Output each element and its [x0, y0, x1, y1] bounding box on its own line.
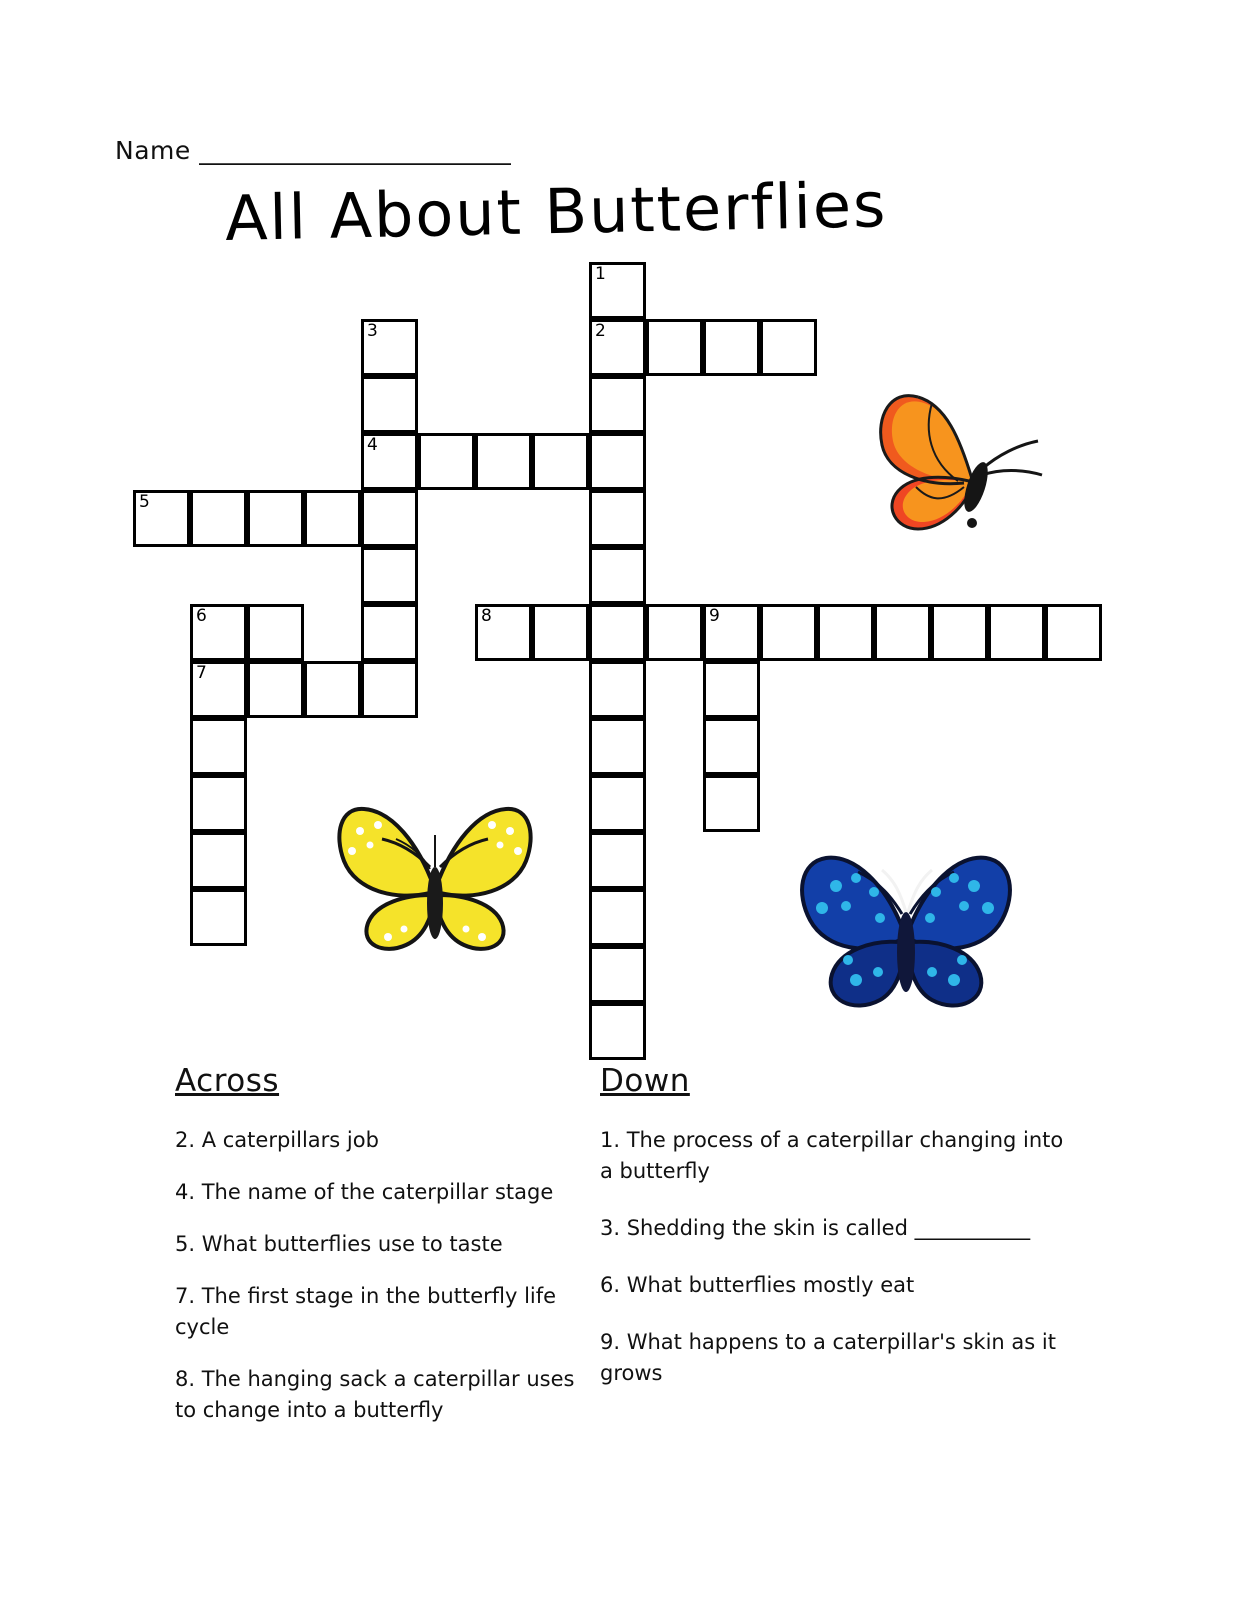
crossword-cell[interactable] — [190, 661, 247, 718]
crossword-cell[interactable] — [646, 319, 703, 376]
blue-butterfly-image — [790, 840, 1020, 1035]
crossword-cell[interactable] — [190, 775, 247, 832]
crossword-cell[interactable] — [760, 604, 817, 661]
cell-number: 6 — [196, 606, 207, 626]
page-title: All About Butterflies — [224, 168, 889, 255]
crossword-cell[interactable] — [589, 889, 646, 946]
crossword-cell[interactable] — [589, 490, 646, 547]
down-clue-1: 1. The process of a caterpillar changing into a butterfly — [600, 1128, 1064, 1183]
crossword-cell[interactable] — [760, 319, 817, 376]
crossword-cell[interactable] — [988, 604, 1045, 661]
crossword-cell[interactable] — [589, 604, 646, 661]
crossword-cell[interactable] — [589, 832, 646, 889]
crossword-cell[interactable] — [190, 490, 247, 547]
cell-number: 7 — [196, 663, 207, 683]
across-clues — [175, 1063, 575, 1447]
across-heading: Across — [175, 1063, 280, 1099]
down-clue-6: 6. What butterflies mostly eat — [600, 1273, 915, 1297]
crossword-cell[interactable] — [646, 604, 703, 661]
crossword-cell[interactable] — [361, 547, 418, 604]
cell-number: 9 — [709, 606, 720, 626]
down-clues — [600, 1063, 1070, 1415]
name-field-label: Name ________________________ — [115, 136, 512, 165]
cell-number: 5 — [139, 492, 150, 512]
crossword-cell[interactable] — [703, 604, 760, 661]
crossword-cell[interactable] — [190, 832, 247, 889]
crossword-cell[interactable] — [247, 604, 304, 661]
across-clue-7: 7. The first stage in the butterfly life cycle — [175, 1284, 557, 1339]
crossword-cell[interactable] — [1045, 604, 1102, 661]
crossword-cell[interactable] — [589, 376, 646, 433]
across-clue-4: 4. The name of the caterpillar stage — [175, 1180, 554, 1204]
orange-butterfly-image — [872, 383, 1052, 558]
crossword-cell[interactable] — [361, 376, 418, 433]
crossword-cell[interactable] — [190, 604, 247, 661]
crossword-cell[interactable] — [817, 604, 874, 661]
crossword-cell[interactable] — [532, 604, 589, 661]
crossword-cell[interactable] — [589, 1003, 646, 1060]
crossword-cell[interactable] — [874, 604, 931, 661]
crossword-cell[interactable] — [931, 604, 988, 661]
down-clue-3: 3. Shedding the skin is called ___________ — [600, 1216, 1031, 1240]
across-clue-2: 2. A caterpillars job — [175, 1128, 379, 1152]
crossword-cell[interactable] — [589, 262, 646, 319]
crossword-cell[interactable] — [589, 946, 646, 1003]
crossword-cell[interactable] — [304, 490, 361, 547]
crossword-cell[interactable] — [475, 433, 532, 490]
crossword-cell[interactable] — [532, 433, 589, 490]
crossword-cell[interactable] — [475, 604, 532, 661]
cell-number: 1 — [595, 264, 606, 284]
down-clue-9: 9. What happens to a caterpillar's skin as it grows — [600, 1330, 1056, 1385]
crossword-cell[interactable] — [589, 775, 646, 832]
down-heading: Down — [600, 1063, 690, 1099]
crossword-cell[interactable] — [247, 661, 304, 718]
crossword-cell[interactable] — [304, 661, 361, 718]
crossword-cell[interactable] — [589, 547, 646, 604]
crossword-cell[interactable] — [361, 604, 418, 661]
crossword-cell[interactable] — [247, 490, 304, 547]
crossword-cell[interactable] — [703, 661, 760, 718]
cell-number: 3 — [367, 321, 378, 341]
crossword-cell[interactable] — [703, 775, 760, 832]
crossword-cell[interactable] — [190, 718, 247, 775]
crossword-cell[interactable] — [589, 433, 646, 490]
cell-number: 4 — [367, 435, 378, 455]
crossword-cell[interactable] — [361, 661, 418, 718]
crossword-cell[interactable] — [589, 718, 646, 775]
crossword-cell[interactable] — [589, 319, 646, 376]
cell-number: 8 — [481, 606, 492, 626]
crossword-cell[interactable] — [361, 433, 418, 490]
crossword-cell[interactable] — [361, 490, 418, 547]
across-clue-5: 5. What butterflies use to taste — [175, 1232, 503, 1256]
crossword-cell[interactable] — [190, 889, 247, 946]
crossword-cell[interactable] — [133, 490, 190, 547]
crossword-cell[interactable] — [418, 433, 475, 490]
crossword-cell[interactable] — [589, 661, 646, 718]
cell-number: 2 — [595, 321, 606, 341]
crossword-cell[interactable] — [703, 718, 760, 775]
across-clue-8: 8. The hanging sack a caterpillar uses to change into a butterfly — [175, 1367, 575, 1422]
crossword-cell[interactable] — [361, 319, 418, 376]
yellow-butterfly-image — [330, 795, 540, 970]
crossword-cell[interactable] — [703, 319, 760, 376]
